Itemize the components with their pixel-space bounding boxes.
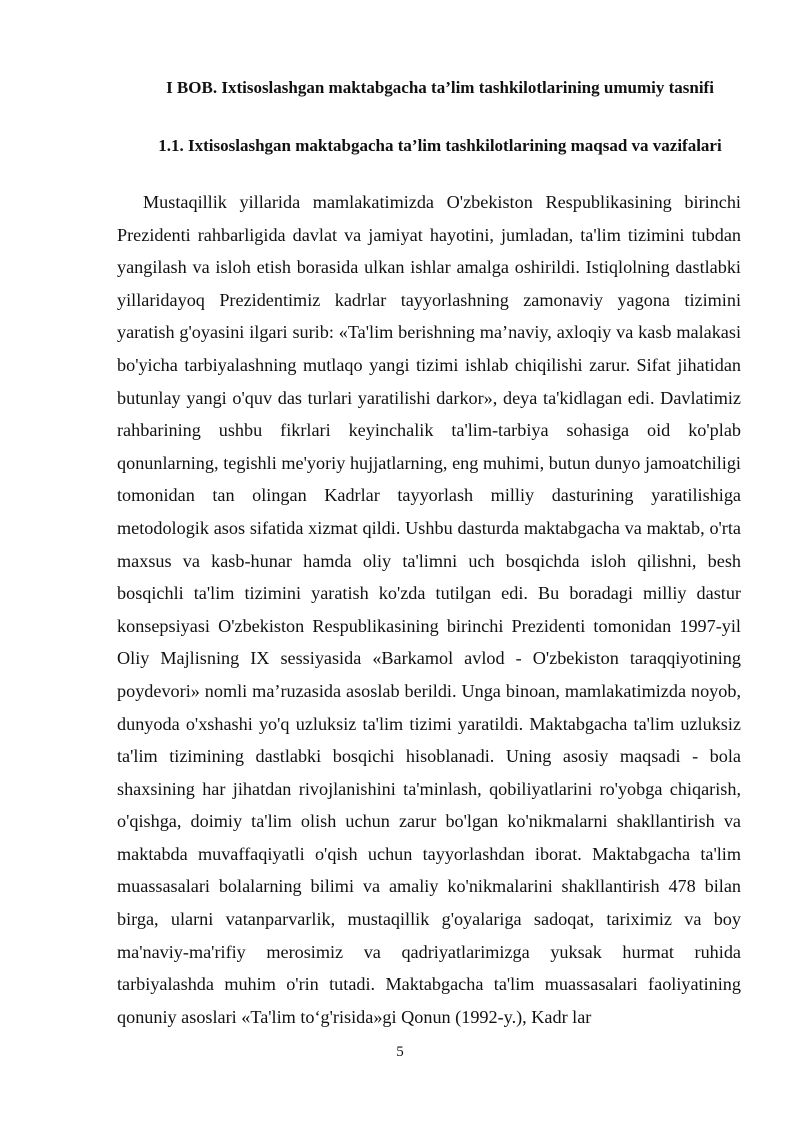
body-paragraph: Mustaqillik yillarida mamlakatimizda O'zbekiston Respublikasining birinchi Prezidenti rahbarligida davlat va jamiyat hayotini, jumladan, ta'lim tizimini tubdan yangilash va isloh etish borasida ulkan ishlar amalga oshirildi. Istiqlolning dastlabki yillaridayoq Prezidentimiz kadrlar tayyorlashning zamonaviy yagona tizimini yaratish g'oyasini ilgari surib: «Ta'lim berishning ma’naviy, axloqiy va kasb malakasi bo'yicha tarbiyalashning mutlaqo yangi tizimi ishlab chiqilishi zarur. Sifat jihatidan butunlay yangi o'quv das turlari yaratilishi darkor», deya ta'kidlagan edi. Davlatimiz rahbarining ushbu fikrlari keyinchalik ta'lim-tarbiya sohasiga oid ko'plab qonunlarning, tegishli me'yoriy hujjatlarning, eng muhimi, butun dunyo jamoatchiligi tomonidan tan olingan Kadrlar tayyorlash milliy dasturining yaratilishiga metodologik asos sifatida xizmat qildi. Ushbu dasturda maktabgacha va maktab, o'rta maxsus va kasb-hunar hamda oliy ta'limni uch bosqichda isloh qilishni, besh bosqichli ta'lim tizimini yaratish ko'zda tutilgan edi. Bu boradagi milliy dastur konsepsiyasi O'zbekiston Respublikasining birinchi Prezidenti tomonidan 1997-yil Oliy Majlisning IX sessiyasida «Barkamol avlod - O'zbekiston taraqqiyotining poydevori» nomli ma’ruzasida asoslab berildi. Unga binoan, mamlakatimizda noyob, dunyoda o'xshashi yo'q uzluksiz ta'lim tizimi yaratildi. Maktabgacha ta'lim uzluksiz ta'lim tizimining dastlabki bosqichi hisoblanadi. Uning asosiy maqsadi - bola shaxsining har jihatdan rivojlanishini ta'minlash, qobiliyatlarini ro'yobga chiqarish, o'qishga, doimiy ta'lim olish uchun zarur bo'lgan ko'nikmalarni shakllantirish va maktabda muvaffaqiyatli o'qish uchun tayyorlashdan iborat. Maktabgacha ta'lim muassasalari bolalarning bilimi va amaliy ko'nikmalarini shakllantirish 478 bilan birga, ularni vatanparvarlik, mustaqillik g'oyalariga sadoqat, tariximiz va boy ma'naviy-ma'rifiy merosimiz va qadriyatlarimizga yuksak hurmat ruhida tarbiyalashda muhim o'rin tutadi. Maktabgacha ta'lim muassasalari faoliyatining qonuniy asoslari «Ta'lim to‘g'risida»gi Qonun (1992-y.), Kadr lar [117,192,741,1027]
section-heading: 1.1. Ixtisoslashgan maktabgacha ta’lim tashkilotlarining maqsad va vazifalari [158,136,722,155]
page-number: 5 [396,1044,404,1060]
chapter-heading: I BOB. Ixtisoslashgan maktabgacha ta’lim tashkilotlarining umumiy tasnifi [166,78,714,97]
